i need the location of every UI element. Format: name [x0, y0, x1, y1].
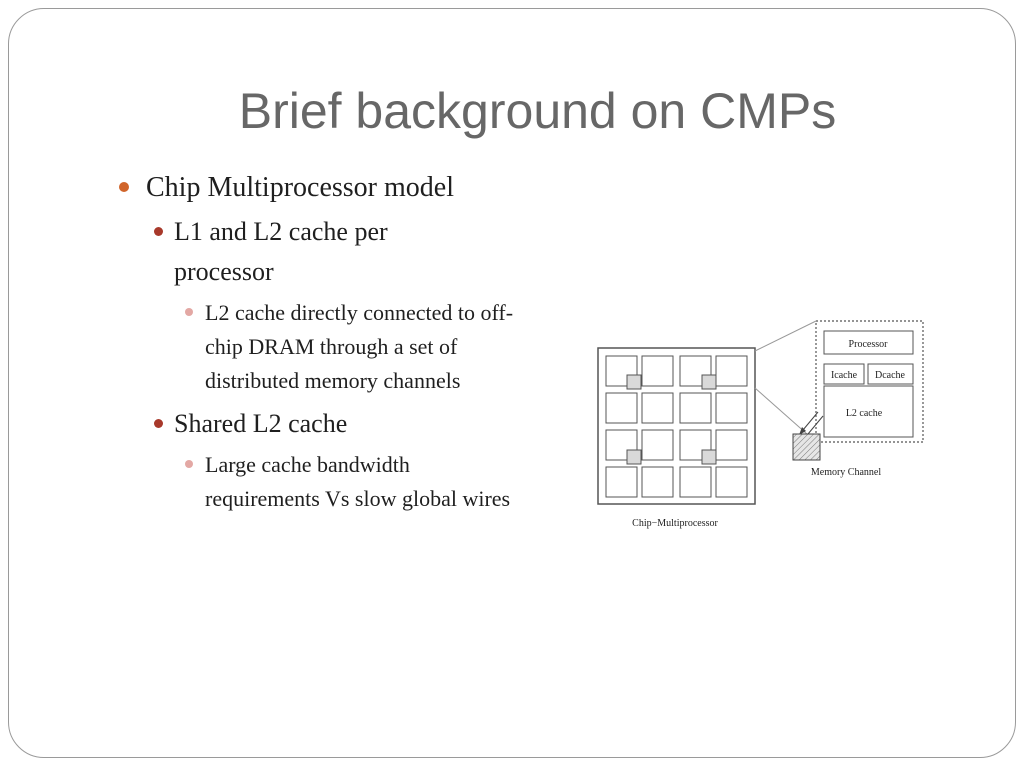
bullet-shared-l2-cache — [174, 404, 464, 444]
bullet-text: Chip Multiprocessor model — [146, 172, 454, 203]
l2-cache-label: L2 cache — [845, 408, 883, 419]
chip-multiprocessor-label: Chip−Multiprocessor — [632, 518, 718, 529]
router-connector — [627, 375, 641, 389]
memory-channel-block — [793, 434, 820, 460]
processor-tile — [606, 467, 637, 497]
processor-tile — [606, 393, 637, 423]
processor-tile — [716, 393, 747, 423]
icache-label: Icache — [830, 370, 858, 381]
processor-tile — [642, 467, 673, 497]
bullet-list — [112, 168, 532, 516]
bullet-text: Shared L2 cache — [174, 409, 348, 438]
memory-channel-label: Memory Channel — [810, 467, 882, 478]
router-connector — [702, 375, 716, 389]
bullet-text: Large cache bandwidth requirements Vs slow global wires — [205, 452, 511, 511]
dcache-label: Dcache — [875, 370, 905, 381]
bullet-l2-connected-dram — [205, 296, 515, 398]
processor-tile — [680, 467, 711, 497]
bullet-dot-icon — [154, 419, 163, 428]
processor-tile — [642, 393, 673, 423]
processor-label: Processor — [848, 339, 888, 350]
bullet-dot-icon — [119, 182, 129, 192]
router-connector — [702, 450, 716, 464]
router-connector — [627, 450, 641, 464]
zoom-line-top — [755, 321, 816, 351]
processor-tile — [716, 430, 747, 460]
processor-tile — [680, 393, 711, 423]
bullet-chip-multiprocessor-model — [146, 168, 532, 208]
bullet-dot-icon — [185, 460, 193, 468]
bullet-cache-bandwidth — [205, 448, 515, 516]
processor-tile — [642, 430, 673, 460]
processor-tile — [716, 356, 747, 386]
cmp-diagram — [590, 318, 930, 538]
bullet-dot-icon — [154, 227, 163, 236]
bullet-dot-icon — [185, 308, 193, 316]
processor-tile — [642, 356, 673, 386]
cmp-diagram-svg — [590, 318, 930, 533]
bullet-text: L2 cache directly connected to off-chip DRAM through a set of distributed memory channels — [205, 300, 514, 393]
slide-title: Brief background on CMPs — [238, 83, 837, 139]
bullet-text: L1 and L2 cache per processor — [174, 217, 388, 286]
processor-tile — [716, 467, 747, 497]
bullet-l1-l2-per-processor — [174, 212, 464, 292]
